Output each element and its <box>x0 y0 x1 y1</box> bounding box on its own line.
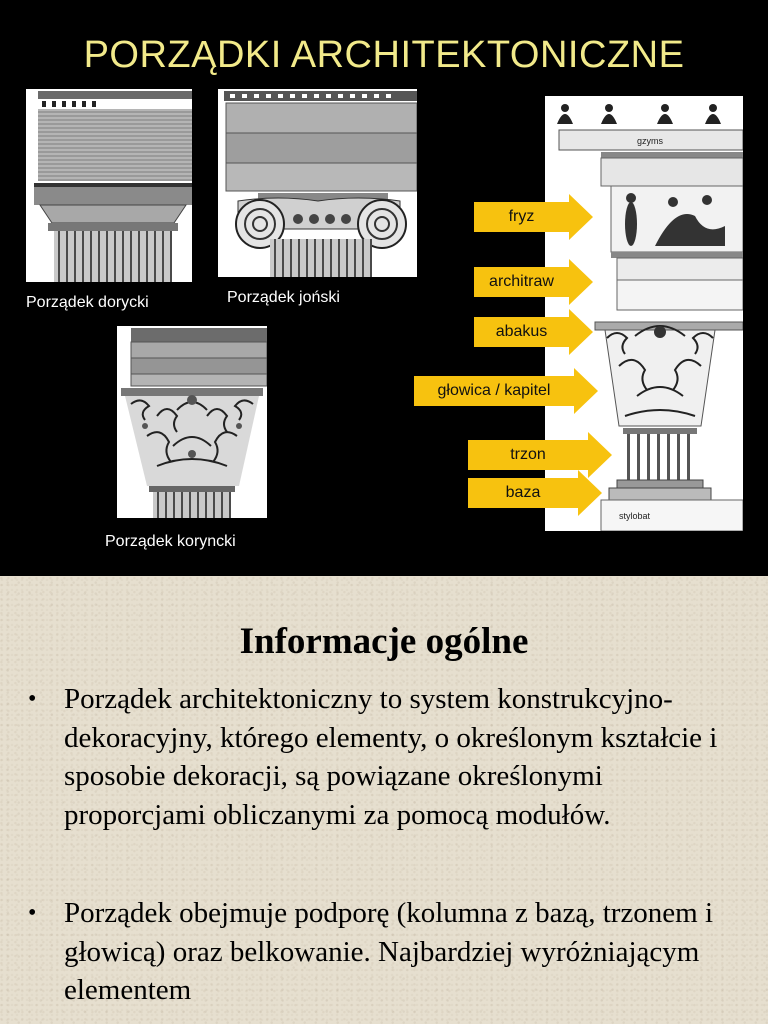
corinthian-order-image <box>117 326 267 518</box>
bullet-text: Porządek architektoniczny to system konstrukcyjno-dekoracyjny, którego elementy, o określonym kształcie i sposobie dekoracji, są powiązane określonymi proporcjami obliczanymi za pomocą modułów. <box>64 683 718 831</box>
arrow-label: głowica / kapitel <box>437 382 551 399</box>
caption-doric: Porządek dorycki <box>26 294 149 311</box>
arrow-label: baza <box>505 484 541 501</box>
label-stylobat: stylobat <box>619 511 651 521</box>
arrow-4 <box>414 372 600 410</box>
arrow-5 <box>468 436 614 474</box>
bullet-item-2 <box>28 894 738 1010</box>
info-heading: Informacje ogólne <box>239 621 529 662</box>
bullet-text: Porządek obejmuje podporę (kolumna z bazą, trzonem i głowicą) oraz belkowanie. Najbardziej wyróżniającym elementem <box>64 897 714 1006</box>
caption-corinthian: Porządek koryncki <box>105 533 236 550</box>
arrow-label: fryz <box>508 208 535 225</box>
arrow-3 <box>474 313 595 351</box>
caption-ionic: Porządek joński <box>227 289 340 306</box>
arrow-label: architraw <box>489 273 554 290</box>
arrow-label: abakus <box>495 323 548 340</box>
slide-info <box>0 576 768 1024</box>
arrow-6 <box>468 474 604 512</box>
bullet-marker: • <box>28 900 37 926</box>
bullet-item-1 <box>28 680 738 834</box>
arrow-1 <box>474 198 595 236</box>
bullet-marker: • <box>28 686 37 712</box>
doric-order-image <box>26 89 192 282</box>
arrow-label: trzon <box>510 446 546 463</box>
ionic-order-image <box>218 89 417 277</box>
slide-title: PORZĄDKI ARCHITEKTONICZNE <box>83 34 685 76</box>
arrow-2 <box>474 263 595 301</box>
label-gzyms: gzyms <box>637 136 664 146</box>
